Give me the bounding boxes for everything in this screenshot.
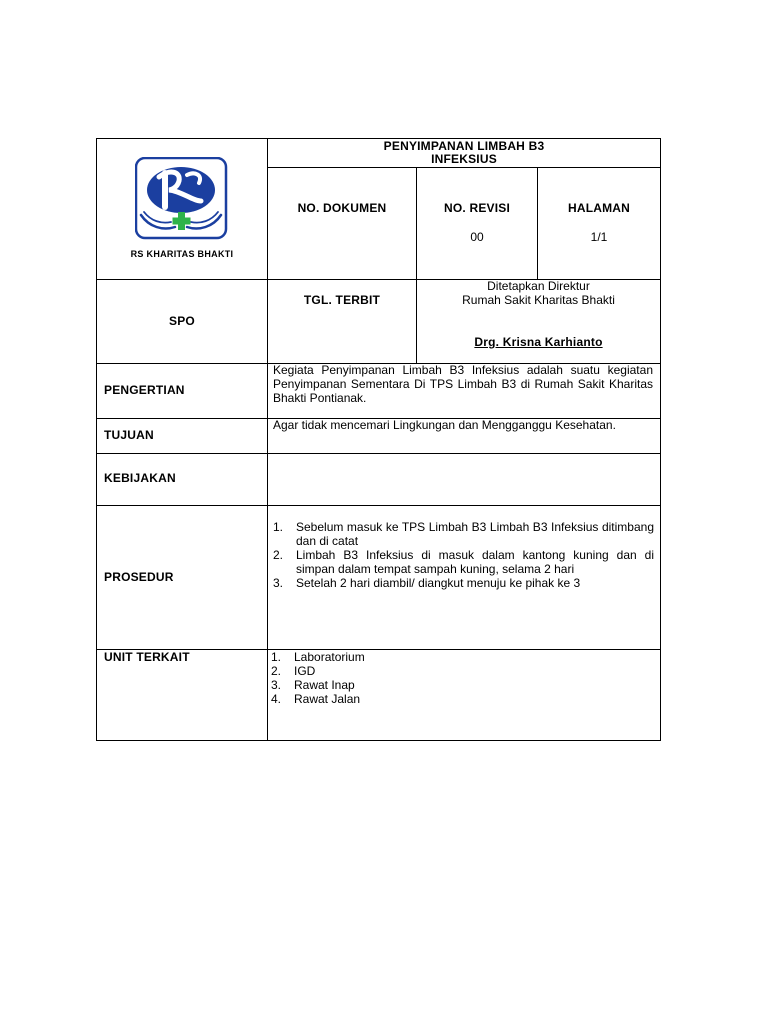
no-revisi-value: 00	[470, 230, 484, 244]
list-number: 1.	[271, 650, 282, 664]
column-divider	[267, 138, 268, 741]
list-text: Rawat Jalan	[294, 692, 361, 706]
ditetapkan-block	[417, 279, 660, 307]
unit-item	[270, 664, 650, 678]
unit-terkait-list	[270, 650, 650, 706]
prosedur-item	[270, 576, 654, 590]
tgl-terbit-label: TGL. TERBIT	[303, 293, 381, 307]
list-text: Sebelum masuk ke TPS Limbah B3 Limbah B3 Infeksius ditimbang dan di catat	[296, 520, 654, 548]
list-number: 4.	[271, 692, 282, 706]
unit-item	[270, 692, 650, 706]
list-text: Rawat Inap	[294, 678, 355, 692]
logo-cell	[97, 139, 267, 279]
list-number: 3.	[271, 678, 282, 692]
title-line-1: PENYIMPANAN LIMBAH B3	[383, 139, 545, 153]
row-divider-kebijakan	[96, 505, 661, 506]
halaman-label: HALAMAN	[567, 201, 631, 215]
ditetapkan-line-1: Ditetapkan Direktur	[487, 279, 590, 293]
table-border-right	[660, 138, 661, 741]
hospital-name-caption: RS KHARITAS BHAKTI	[130, 249, 234, 259]
header-col-divider-2	[537, 167, 538, 280]
ditetapkan-line-2: Rumah Sakit Kharitas Bhakti	[462, 293, 615, 307]
tujuan-text: Agar tidak mencemari Lingkungan dan Mengganggu Kesehatan.	[273, 418, 616, 432]
table-border-bottom	[96, 740, 661, 741]
pengertian-label: PENGERTIAN	[104, 383, 185, 397]
list-text: Setelah 2 hari diambil/ diangkut menuju ke pihak ke 3	[296, 576, 581, 590]
title-line-2: INFEKSIUS	[431, 152, 497, 166]
tujuan-label: TUJUAN	[104, 428, 154, 442]
list-text: Laboratorium	[294, 650, 365, 664]
spo-label: SPO	[169, 314, 195, 328]
pengertian-text: Kegiata Penyimpanan Limbah B3 Infeksius adalah suatu kegiatan Penyimpanan Sementara Di TPS Limbah B3 di Rumah Sakit Kharitas Bhakti Pontianak.	[273, 363, 653, 405]
unit-item	[270, 678, 650, 692]
row-divider-tujuan	[96, 453, 661, 454]
prosedur-list-container	[270, 520, 654, 590]
unit-item	[270, 650, 650, 664]
halaman-value: 1/1	[590, 230, 608, 244]
unit-terkait-list-container	[270, 650, 650, 706]
list-text: Limbah B3 Infeksius di masuk dalam kantong kuning dan di simpan dalam tempat sampah kuning, selama 2 hari	[296, 548, 654, 576]
list-number: 1.	[273, 520, 284, 534]
unit-terkait-label: UNIT TERKAIT	[104, 650, 190, 664]
list-number: 2.	[271, 664, 282, 678]
no-revisi-label: NO. REVISI	[443, 201, 510, 215]
prosedur-item	[270, 520, 654, 548]
prosedur-item	[270, 548, 654, 576]
list-number: 3.	[273, 576, 284, 590]
list-text: IGD	[294, 664, 316, 678]
document-title	[268, 139, 660, 167]
hospital-logo-icon	[135, 157, 231, 247]
kebijakan-label: KEBIJAKAN	[104, 471, 176, 485]
prosedur-label: PROSEDUR	[104, 570, 174, 584]
no-dokumen-label: NO. DOKUMEN	[297, 201, 387, 215]
prosedur-list	[270, 520, 654, 590]
list-number: 2.	[273, 548, 284, 562]
director-name: Drg. Krisna Karhianto	[474, 335, 603, 349]
title-divider	[267, 167, 661, 168]
